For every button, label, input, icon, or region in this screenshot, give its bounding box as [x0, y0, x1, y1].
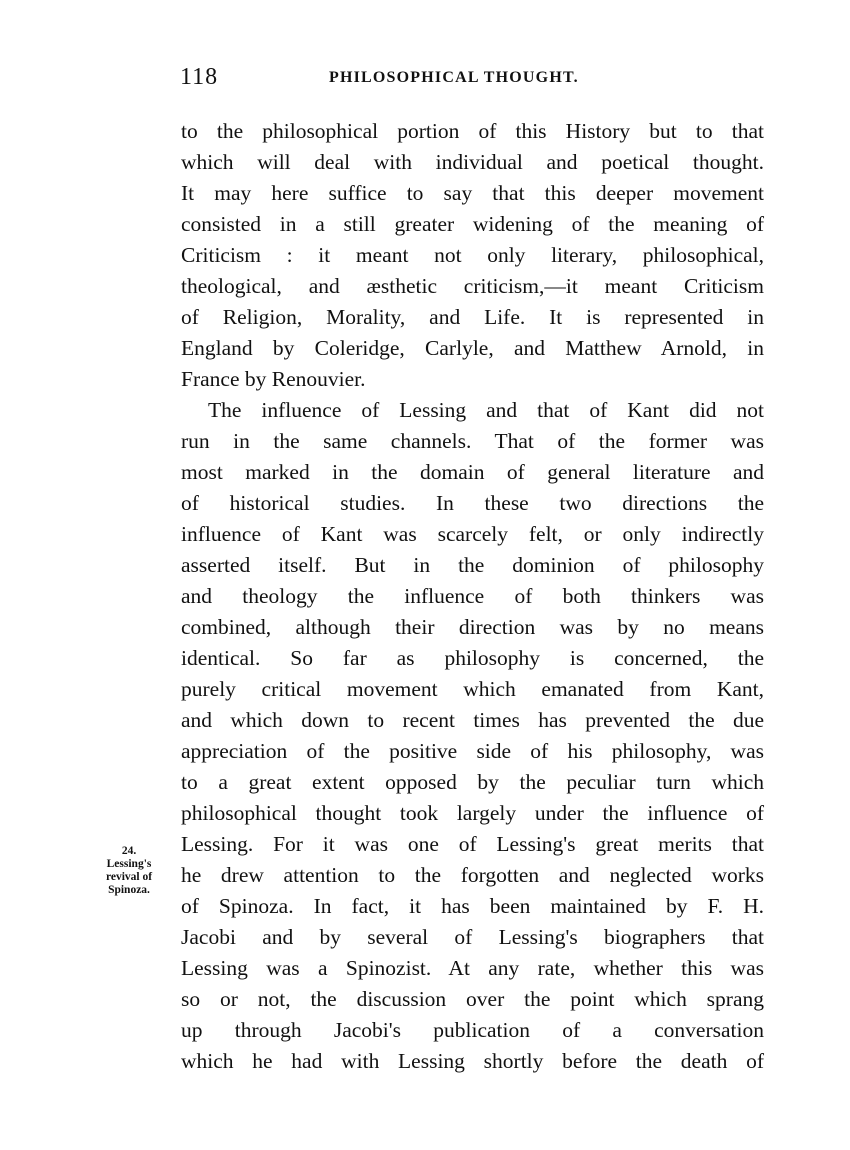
text-line: run in the same channels. That of the former was [181, 429, 764, 453]
text-line: most marked in the domain of general literature and [181, 460, 764, 484]
text-line: asserted itself. But in the dominion of philosophy [181, 553, 764, 577]
margin-note-number: 24. [121, 845, 137, 857]
text-line: of Religion, Morality, and Life. It is represented in [181, 305, 764, 329]
text-line: Lessing was a Spinozist. At any rate, whether this was [181, 956, 764, 980]
text-line: influence of Kant was scarcely felt, or only indirectly [181, 522, 764, 546]
text-line: which he had with Lessing shortly before the death of [181, 1049, 764, 1073]
text-line: of Spinoza. In fact, it has been maintained by F. H. [181, 894, 764, 918]
text-line: theological, and æsthetic criticism,—it meant Criticism [181, 274, 764, 298]
text-line: Jacobi and by several of Lessing's biographers that [181, 925, 764, 949]
text-line: up through Jacobi's publication of a conversation [181, 1018, 764, 1042]
text-line: identical. So far as philosophy is concerned, the [181, 646, 764, 670]
text-line: so or not, the discussion over the point which sprang [181, 987, 764, 1011]
text-line: to the philosophical portion of this History but to that [181, 119, 764, 143]
page-number: 118 [180, 64, 219, 90]
margin-note-line: Spinoza. [108, 884, 150, 896]
running-head: PHILOSOPHICAL THOUGHT. [329, 69, 579, 86]
paragraph [181, 116, 764, 395]
margin-note-line: Lessing's [106, 858, 152, 870]
text-line: and which down to recent times has prevented the due [181, 708, 764, 732]
text-line: he drew attention to the forgotten and neglected works [181, 863, 764, 887]
margin-note [84, 845, 174, 897]
text-line: England by Coleridge, Carlyle, and Matthew Arnold, in [181, 336, 764, 360]
text-line: The influence of Lessing and that of Kant did not [208, 398, 764, 422]
text-line: combined, although their direction was by no means [181, 615, 764, 639]
page-header [180, 64, 765, 94]
text-line: of historical studies. In these two directions the [181, 491, 764, 515]
margin-note-line: revival of [105, 871, 153, 883]
text-line: Criticism : it meant not only literary, philosophical, [181, 243, 764, 267]
text-line: which will deal with individual and poetical thought. [181, 150, 764, 174]
text-line: France by Renouvier. [181, 367, 366, 391]
paragraph [181, 395, 764, 1077]
text-line: to a great extent opposed by the peculiar turn which [181, 770, 764, 794]
text-line: and theology the influence of both thinkers was [181, 584, 764, 608]
text-line: purely critical movement which emanated from Kant, [181, 677, 764, 701]
text-line: consisted in a still greater widening of the meaning of [181, 212, 764, 236]
body-text [181, 116, 764, 1077]
text-line: appreciation of the positive side of his philosophy, was [181, 739, 764, 763]
text-line: It may here suffice to say that this deeper movement [181, 181, 764, 205]
text-line: philosophical thought took largely under the influence of [181, 801, 764, 825]
text-line: Lessing. For it was one of Lessing's great merits that [181, 832, 764, 856]
